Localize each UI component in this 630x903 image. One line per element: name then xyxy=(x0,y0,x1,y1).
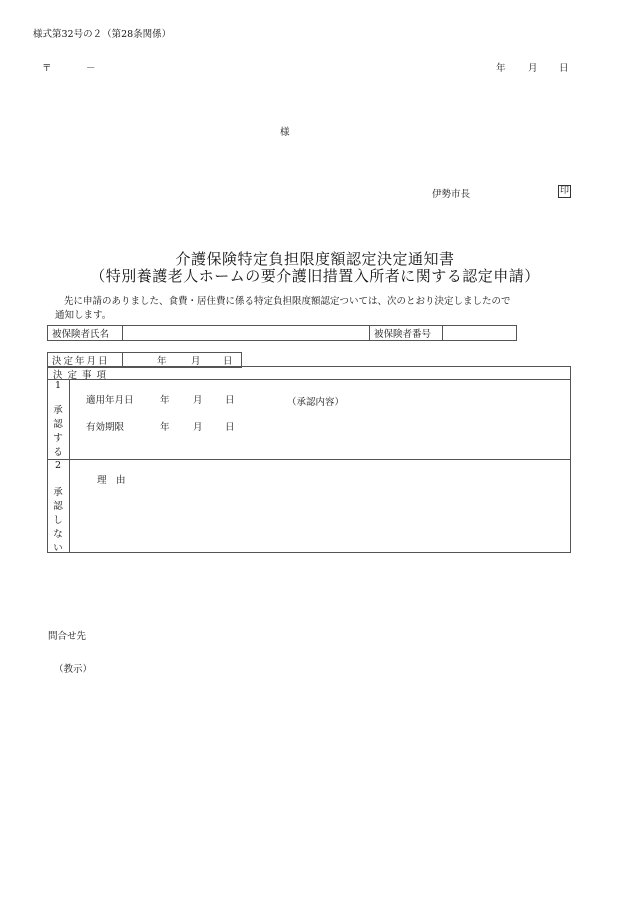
valid-month: 月 xyxy=(193,422,203,433)
postal-mark: 〒 xyxy=(42,63,52,74)
reject-char-5: い xyxy=(53,543,63,554)
insured-number-label: 被保険者番号 xyxy=(370,326,443,341)
apply-day: 日 xyxy=(225,395,235,406)
approve-char-1: 承 xyxy=(53,405,63,416)
reject-char-2: 認 xyxy=(53,501,63,512)
instruction-label: （教示） xyxy=(54,664,93,675)
column-divider xyxy=(69,379,70,553)
decision-day: 日 xyxy=(223,356,233,367)
approve-number: 1 xyxy=(54,380,62,391)
reject-char-1: 承 xyxy=(53,487,63,498)
contact-label: 問合せ先 xyxy=(48,631,87,642)
header-divider xyxy=(47,379,571,380)
section-divider xyxy=(47,459,571,460)
approval-content-label: （承認内容） xyxy=(287,397,345,408)
date-day-label: 日 xyxy=(559,63,569,74)
document-title: 介護保険特定負担限度額認定決定通知書 xyxy=(175,250,455,268)
insured-name-label: 被保険者氏名 xyxy=(48,326,123,341)
apply-month: 月 xyxy=(193,395,203,406)
reject-number: 2 xyxy=(54,460,62,471)
issuer-name: 伊勢市長 xyxy=(432,189,471,200)
insured-info-table xyxy=(47,325,517,341)
decision-items-label: 決 定 事 項 xyxy=(53,370,108,381)
insured-name-field[interactable] xyxy=(123,326,370,341)
apply-year: 年 xyxy=(160,395,170,406)
decision-month: 月 xyxy=(191,356,201,367)
valid-year: 年 xyxy=(160,422,170,433)
addressee-suffix: 様 xyxy=(280,127,290,138)
insured-number-field[interactable] xyxy=(443,326,517,341)
decision-year: 年 xyxy=(157,356,167,367)
valid-period-label: 有効期限 xyxy=(86,422,125,433)
reason-label: 理 由 xyxy=(97,475,126,486)
apply-date-label: 適用年月日 xyxy=(86,395,134,406)
document-subtitle: （特別養護老人ホームの要介護旧措置入所者に関する認定申請） xyxy=(90,267,540,285)
approve-char-2: 認 xyxy=(53,419,63,430)
valid-day: 日 xyxy=(225,422,235,433)
body-text-line1: 先に申請のありました、食費・居住費に係る特定負担限度額認定ついては、次のとおり決定しましたので xyxy=(64,296,511,307)
postal-dash: － xyxy=(86,63,96,74)
reject-char-3: し xyxy=(53,515,63,526)
seal-mark: 印 xyxy=(560,186,570,196)
approve-char-3: す xyxy=(53,433,63,444)
form-number: 様式第32号の２（第28条関係） xyxy=(33,29,172,40)
reject-char-4: な xyxy=(53,529,63,540)
approve-char-4: る xyxy=(53,447,63,458)
body-text-line2: 通知します。 xyxy=(55,310,112,321)
date-year-label: 年 xyxy=(496,63,506,74)
date-month-label: 月 xyxy=(528,63,538,74)
decision-date-label: 決定年月日 xyxy=(48,353,123,368)
